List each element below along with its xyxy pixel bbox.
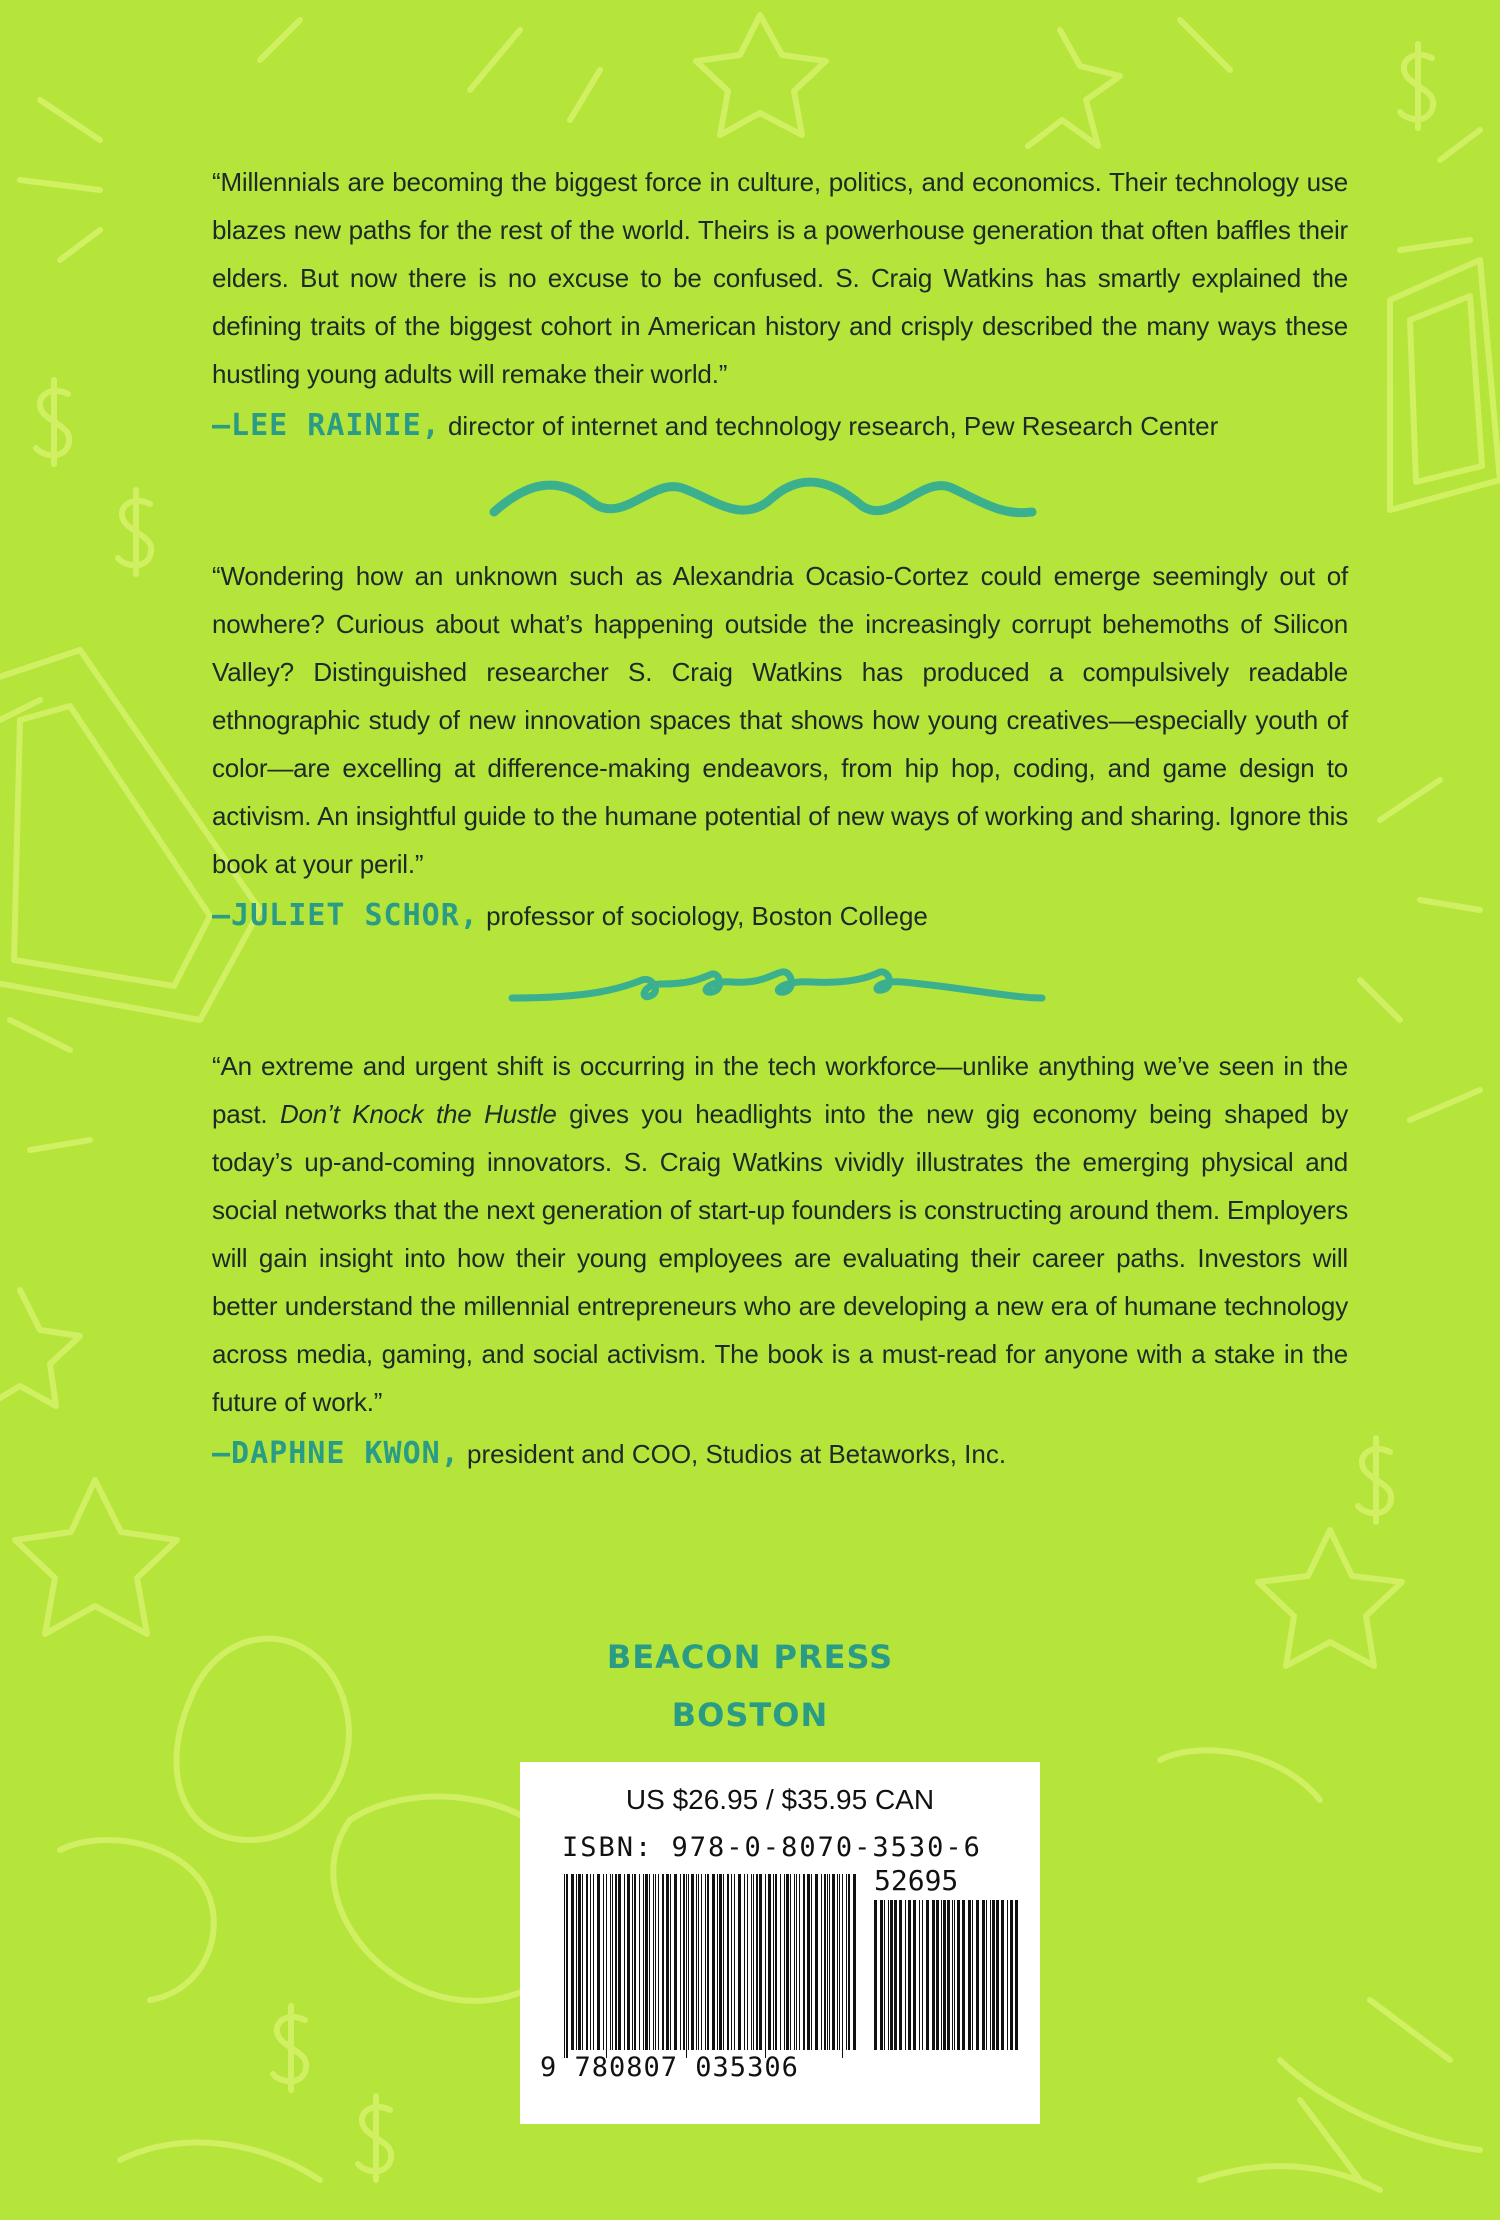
barcode-bar: [957, 1900, 960, 2050]
barcode-bar: [590, 1874, 591, 2050]
barcode-bar: [727, 1874, 729, 2050]
barcode-bar: [751, 1874, 752, 2050]
barcode-bar: [680, 1874, 681, 2050]
barcode-bar: [719, 1874, 722, 2050]
barcode-bar: [683, 1874, 685, 2050]
barcode-bar: [618, 1874, 621, 2050]
barcode-bar: [610, 1874, 611, 2050]
barcode-bar: [634, 1874, 636, 2050]
blurb-quote-1: “Millennials are becoming the biggest force in culture, politics, and economics. Their technology use blazes new paths for the rest of the world. Theirs is a powerhouse generation that often baffles their elders. But now there is no excuse to be confused. S. Craig Watkins has smartly explained the defining traits of the biggest cohort in American history and crisply described the many ways these hustling young adults will remake their world.”: [212, 167, 1348, 389]
barcode-bar: [744, 1874, 745, 2050]
ribbon-divider-icon: [212, 958, 1348, 1018]
barcode-bar: [717, 1874, 718, 2050]
barcode-bar: [696, 1874, 697, 2050]
barcode-bar: [649, 1874, 650, 2050]
isbn-label: ISBN: 978-0-8070-3530-6: [562, 1832, 982, 1863]
barcode-bar: [674, 1874, 677, 2050]
barcode-bar: [894, 1900, 897, 2050]
blurb-role-1: director of internet and technology research, Pew Research Center: [440, 411, 1219, 441]
blurb-quote-3-part-2: gives you headlights into the new gig economy being shaped by today’s up-and-coming innovators. S. Craig Watkins vividly illustrates the emerging physical and social networks that the next generation of start-up founders is constructing around them. Employers will gain insight into how their young employees are evaluating their career paths. Investors will better understand the millennial entrepreneurs who are developing a new era of humane technology across media, gaming, and social activism. The book is a must-read for anyone with a stake in the future of work.”: [212, 1099, 1348, 1417]
barcode-bar: [919, 1900, 920, 2050]
blurb-quote-2: “Wondering how an unknown such as Alexandria Ocasio-Cortez could emerge seemingly out of nowhere? Curious about what’s happening outside the increasingly corrupt behemoths of Silicon Valley? Distinguished researcher S. Craig Watkins has produced a compulsively readable ethnographic study of new innovation spaces that shows how young creatives—especially youth of color—are excelling at difference-making endeavors, from hip hop, coding, and game design to activism. An insightful guide to the humane potential of new ways of working and sharing. Ignore this book at your peril.”: [212, 561, 1348, 879]
barcode-bar: [848, 1874, 850, 2050]
barcode-bar: [775, 1874, 777, 2050]
ribbon-divider-icon: [212, 468, 1348, 528]
barcode-bar: [627, 1874, 630, 2050]
barcode-bar: [908, 1900, 911, 2050]
blurb-attribution-1: [212, 406, 1348, 446]
barcode-bar: [839, 1874, 840, 2050]
barcode-bar: [888, 1900, 889, 2050]
blurb-author-2: —JULIET SCHOR,: [212, 898, 479, 933]
barcode-bar: [738, 1874, 741, 2050]
barcode-bar: [941, 1900, 942, 2050]
barcode-bar: [586, 1874, 588, 2050]
ean-barcode: [562, 1874, 862, 2058]
publisher-imprint: [0, 1628, 1500, 1744]
barcode-bar: [824, 1874, 826, 2050]
barcode-bar: [705, 1874, 706, 2050]
barcode-bar: [784, 1874, 785, 2050]
barcode-bar: [837, 1874, 838, 2050]
barcode-bar: [578, 1874, 581, 2050]
barcode-bar: [884, 1900, 885, 2050]
barcode-bar: [747, 1874, 748, 2050]
blurb-author-3: —DAPHNE KWON,: [212, 1436, 460, 1471]
barcode-bar: [992, 1900, 995, 2050]
barcode-bar: [643, 1874, 644, 2050]
barcode-bar: [632, 1874, 633, 2050]
barcode-bar: [670, 1874, 671, 2050]
barcode-bar: [653, 1874, 654, 2050]
barcode-bar: [936, 1900, 939, 2050]
price-label: US $26.95 / $35.95 CAN: [625, 1784, 935, 1815]
barcode-bar: [829, 1874, 830, 2050]
barcode-bar: [811, 1874, 812, 2050]
barcode-bar: [698, 1874, 699, 2050]
barcode-bar: [874, 1900, 877, 2050]
barcode-bar: [796, 1874, 797, 2050]
barcode-bar: [1001, 1900, 1004, 2050]
barcode-bar: [759, 1874, 762, 2050]
blurb-role-2: professor of sociology, Boston College: [478, 901, 928, 931]
blurb-role-3: president and COO, Studios at Betaworks, Inc.: [459, 1439, 1007, 1469]
blurb-quote-3: [212, 1042, 1348, 1426]
barcode-bar: [954, 1900, 955, 2050]
barcode-bar: [1010, 1900, 1013, 2050]
barcode-bar: [773, 1874, 774, 2050]
barcode-bar: [996, 1900, 999, 2050]
barcode-bar: [905, 1900, 906, 2050]
barcode-bar: [922, 1900, 923, 2050]
barcode-bar: [597, 1874, 600, 2050]
barcode-bar: [952, 1900, 953, 2050]
barcode-panel: [520, 1762, 1040, 2124]
barcode-bar: [832, 1874, 835, 2050]
barcode-bar: [786, 1874, 789, 2050]
blurb-author-1: —LEE RAINIE,: [212, 408, 441, 443]
barcode-bar: [846, 1874, 847, 2050]
barcode-bar: [686, 1874, 687, 2058]
barcode-bar: [593, 1874, 594, 2050]
barcode-bar: [827, 1874, 828, 2050]
barcode-bar: [571, 1874, 574, 2050]
barcode-bar: [794, 1874, 795, 2050]
barcode-bar: [1015, 1900, 1018, 2050]
barcode-bar: [913, 1900, 916, 2050]
barcode-bar: [606, 1874, 607, 2058]
barcode-bar: [707, 1874, 709, 2050]
barcode-bar: [582, 1874, 583, 2050]
blurb-quote-3-part-1: “An extreme and urgent shift is occurring in the tech workforce—unlike anything we’ve seen in the past.: [212, 1051, 1348, 1129]
barcode-bar: [821, 1874, 822, 2050]
barcode-bar: [639, 1874, 640, 2050]
barcode-bar: [662, 1874, 664, 2050]
publisher-city: BOSTON: [671, 1696, 829, 1734]
price-addon-code: 52695: [874, 1864, 959, 1897]
blurb-attribution-2: [212, 896, 1348, 936]
blurbs-section: [212, 158, 1348, 1474]
barcode-bar: [780, 1874, 781, 2050]
barcode-bar: [943, 1900, 946, 2050]
barcode-bar: [962, 1900, 965, 2050]
barcode-bar: [972, 1900, 973, 2050]
barcode-bar: [947, 1900, 950, 2050]
barcode-bar: [666, 1874, 669, 2050]
barcode-bar: [986, 1900, 987, 2050]
barcode-bar: [990, 1900, 991, 2050]
barcode-bar: [932, 1900, 935, 2050]
barcode-bar: [899, 1900, 902, 2050]
barcode-bar: [790, 1874, 791, 2050]
barcode-bar: [576, 1874, 577, 2050]
addon-barcode: [872, 1900, 1022, 2058]
barcode-bar: [1007, 1900, 1008, 2050]
barcode-bar: [968, 1900, 971, 2050]
barcode-bar: [645, 1874, 648, 2050]
barcode-bar: [807, 1874, 810, 2050]
barcode-bar: [815, 1874, 818, 2050]
barcode-bar: [765, 1874, 766, 2058]
barcode-bar: [655, 1874, 656, 2050]
barcode-bar: [803, 1874, 805, 2050]
barcode-bar: [753, 1874, 754, 2050]
barcode-bar: [842, 1874, 843, 2058]
barcode-bar: [658, 1874, 659, 2050]
barcode-bar: [564, 1874, 565, 2058]
barcode-bar: [768, 1874, 771, 2050]
barcode-bar: [880, 1900, 883, 2050]
barcode-bar: [723, 1874, 724, 2050]
book-title: Don’t Knock the Hustle: [279, 1099, 557, 1129]
barcode-bar: [731, 1874, 732, 2050]
barcode-bar: [926, 1900, 929, 2050]
blurb-attribution-3: [212, 1434, 1348, 1474]
barcode-bar: [853, 1874, 856, 2050]
barcode-bar: [612, 1874, 613, 2050]
barcode-bar: [691, 1874, 694, 2050]
barcode-bar: [701, 1874, 702, 2050]
barcode-bar: [890, 1900, 893, 2050]
barcode-bar: [982, 1900, 985, 2050]
ean-digits: 9 780807 035306: [540, 2052, 799, 2083]
barcode-bar: [624, 1874, 625, 2050]
barcode-bar: [603, 1874, 604, 2050]
barcode-bar: [734, 1874, 735, 2050]
publisher-name: BEACON PRESS: [606, 1638, 894, 1676]
barcode-bar: [799, 1874, 800, 2050]
barcode-bar: [615, 1874, 617, 2050]
barcode-bar: [688, 1874, 689, 2050]
barcode-bar: [712, 1874, 715, 2050]
barcode-bar: [756, 1874, 758, 2050]
barcode-bar: [566, 1874, 568, 2058]
barcode-bar: [976, 1900, 979, 2050]
